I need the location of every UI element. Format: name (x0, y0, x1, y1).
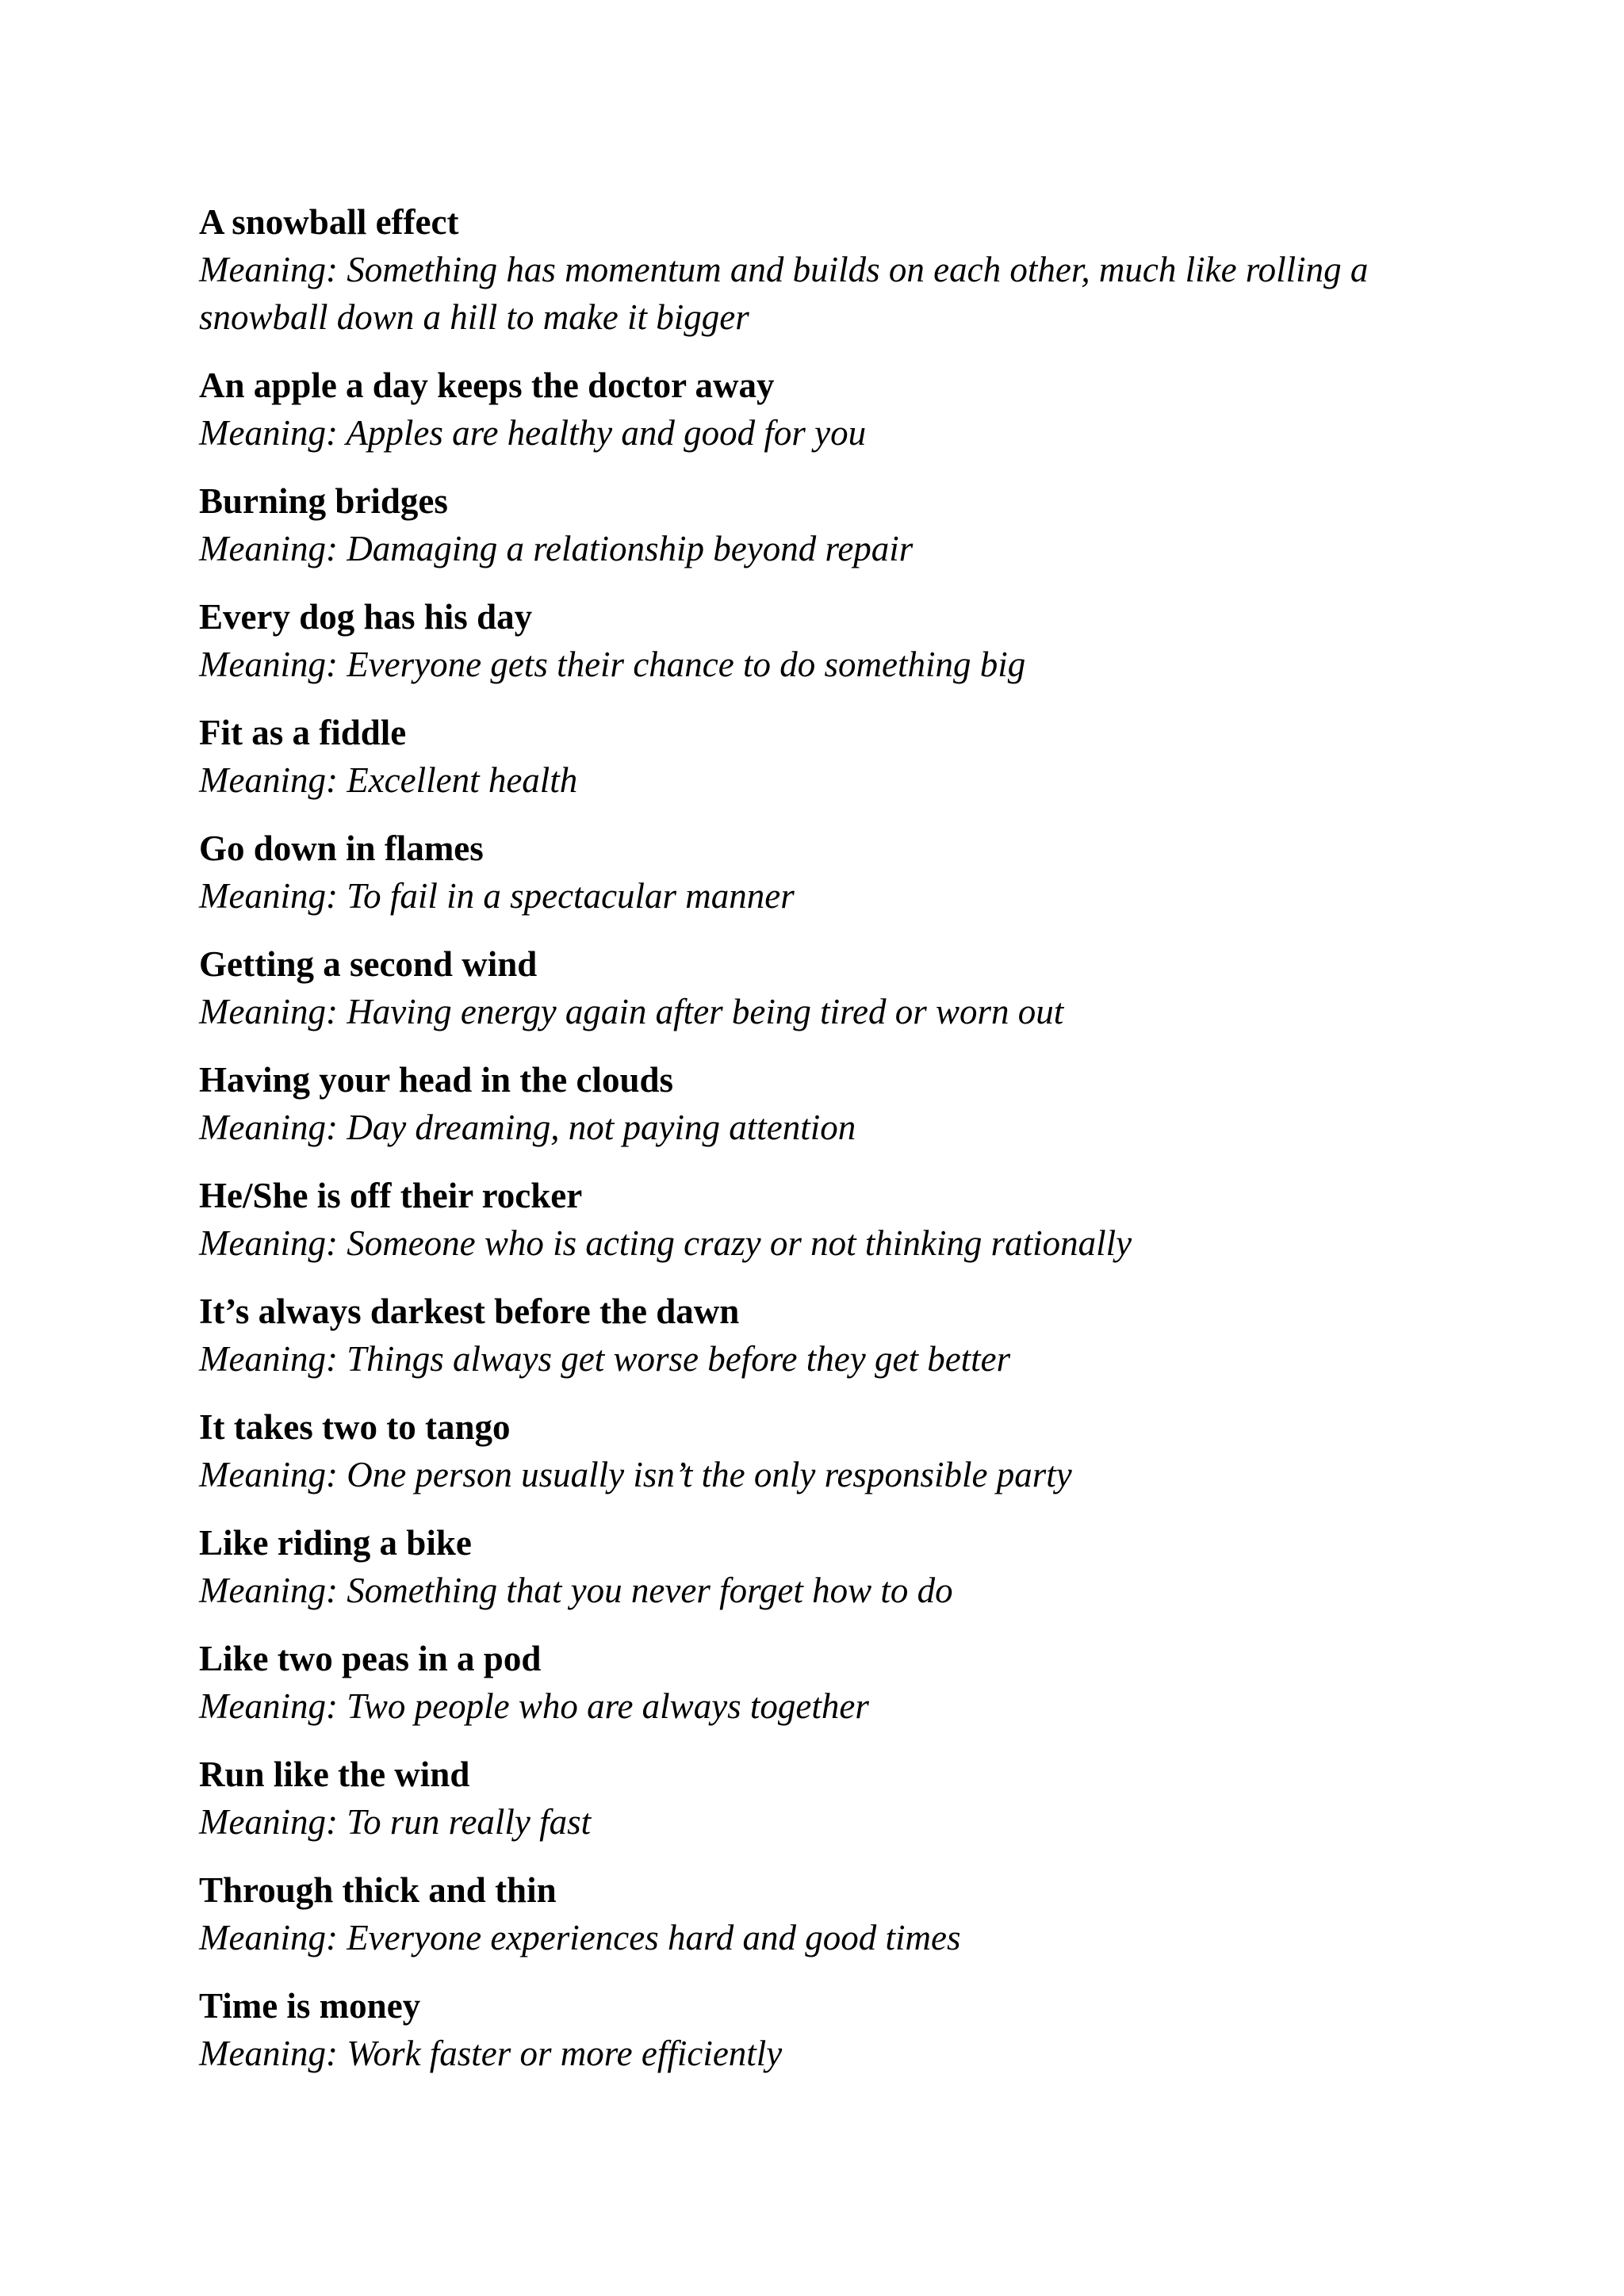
idiom-entry (199, 1403, 1436, 1498)
idiom-title: Getting a second wind (199, 944, 538, 984)
idiom-entry (199, 1172, 1436, 1267)
idiom-meaning: Meaning: Everyone gets their chance to do something big (199, 645, 1026, 684)
idiom-title: Like two peas in a pod (199, 1639, 542, 1678)
idiom-meaning: Meaning: Apples are healthy and good for you (199, 413, 867, 453)
idiom-title: Like riding a bike (199, 1523, 472, 1563)
idiom-meaning: Meaning: Something has momentum and builds on each other, much like rolling a snowball down a hill to make it bigger (199, 250, 1369, 337)
idiom-entry (199, 1635, 1436, 1730)
idiom-entry (199, 477, 1436, 572)
idiom-title: Burning bridges (199, 481, 448, 521)
idiom-meaning: Meaning: Work faster or more efficiently (199, 2034, 783, 2073)
idiom-meaning: Meaning: To fail in a spectacular manner (199, 876, 795, 916)
idiom-meaning: Meaning: Someone who is acting crazy or not thinking rationally (199, 1223, 1132, 1263)
idiom-entry (199, 1056, 1436, 1151)
idiom-meaning: Meaning: Things always get worse before they get better (199, 1339, 1011, 1379)
idiom-meaning: Meaning: Excellent health (199, 760, 578, 800)
idiom-title: Run like the wind (199, 1755, 470, 1794)
idiom-list (199, 198, 1436, 2098)
idiom-meaning: Meaning: Having energy again after being tired or worn out (199, 992, 1064, 1031)
idiom-title: Every dog has his day (199, 597, 533, 637)
idiom-title: It’s always darkest before the dawn (199, 1292, 740, 1331)
idiom-meaning: Meaning: To run really fast (199, 1802, 592, 1842)
idiom-title: Having your head in the clouds (199, 1060, 674, 1100)
idiom-entry (199, 940, 1436, 1035)
idiom-meaning: Meaning: Everyone experiences hard and good times (199, 1918, 961, 1957)
idiom-title: Through thick and thin (199, 1870, 557, 1910)
idiom-entry (199, 362, 1436, 457)
idiom-entry (199, 1519, 1436, 1614)
idiom-meaning: Meaning: Day dreaming, not paying attention (199, 1108, 856, 1147)
idiom-entry (199, 1288, 1436, 1383)
idiom-meaning: Meaning: Two people who are always together (199, 1686, 869, 1726)
idiom-entry (199, 198, 1436, 341)
idiom-entry (199, 1751, 1436, 1846)
idiom-title: He/She is off their rocker (199, 1176, 583, 1215)
idiom-title: An apple a day keeps the doctor away (199, 365, 775, 405)
idiom-title: It takes two to tango (199, 1407, 511, 1447)
idiom-entry (199, 593, 1436, 688)
idiom-entry (199, 1866, 1436, 1961)
idiom-meaning: Meaning: One person usually isn’t the only responsible party (199, 1455, 1072, 1494)
idiom-title: Time is money (199, 1986, 421, 2026)
idiom-title: A snowball effect (199, 202, 459, 242)
idiom-meaning: Meaning: Something that you never forget how to do (199, 1571, 953, 1610)
idiom-entry (199, 1982, 1436, 2077)
idiom-entry (199, 825, 1436, 920)
idiom-title: Fit as a fiddle (199, 713, 407, 752)
idiom-meaning: Meaning: Damaging a relationship beyond repair (199, 529, 914, 568)
idiom-entry (199, 709, 1436, 804)
idiom-title: Go down in flames (199, 828, 484, 868)
